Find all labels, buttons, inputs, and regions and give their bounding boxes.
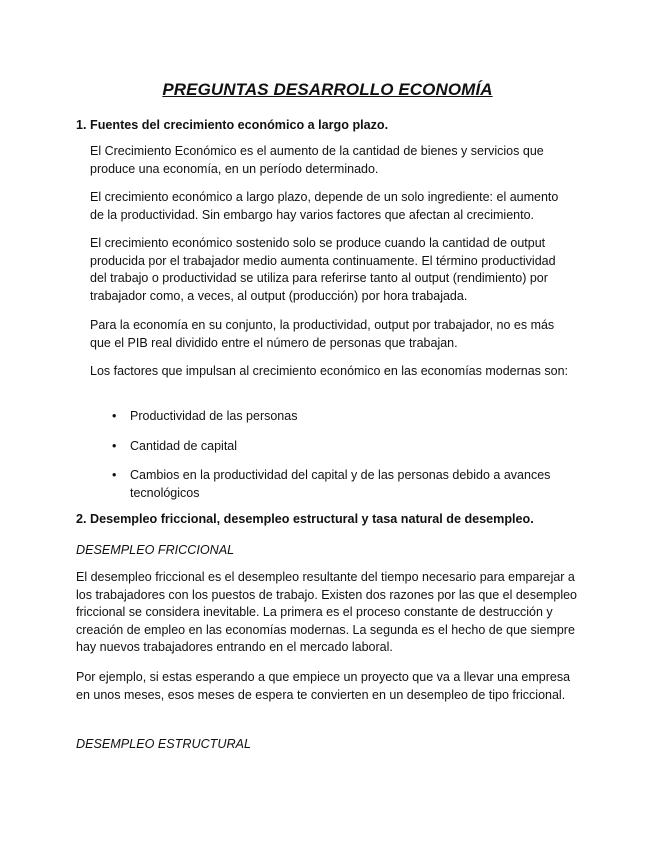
section-1-heading: 1. Fuentes del crecimiento económico a largo plazo. <box>76 118 389 132</box>
paragraph: El crecimiento económico sostenido solo se produce cuando la cantidad de output producida por el trabajador medio aumenta continuamente. El término productividad del trabajo o productividad se utiliza para referirse tanto al output (rendimiento) por trabajador como, a veces, al output (producción) por hora trabajada. <box>90 236 556 303</box>
paragraph: El desempleo friccional es el desempleo resultante del tiempo necesario para emparejar a los trabajadores con los puestos de trabajo. Existen dos razones por las que el desempleo friccional se considera inevitable. La primera es el proceso constante de destrucción y creación de empleo en las economías modernas. La segunda es el hecho de que siempre hay nuevos trabajadores entrando en el mercado laboral. <box>76 570 577 655</box>
factors-list <box>112 408 572 502</box>
paragraph: El crecimiento económico a largo plazo, depende de un solo ingrediente: el aumento de la productividad. Sin embargo hay varios factores que afectan al crecimiento. <box>90 190 559 222</box>
list-item <box>112 408 572 426</box>
list-item <box>112 438 572 456</box>
list-item <box>112 467 572 502</box>
list-item-text: Productividad de las personas <box>130 409 298 423</box>
paragraph: Los factores que impulsan al crecimiento económico en las economías modernas son: <box>90 364 569 378</box>
subheading-estructural: DESEMPLEO ESTRUCTURAL <box>76 737 251 751</box>
document-title: PREGUNTAS DESARROLLO ECONOMÍA <box>162 80 493 99</box>
list-item-text: Cantidad de capital <box>130 438 238 453</box>
list-item-text: Cambios en la productividad del capital y de las personas debido a avances tecnológicos <box>130 468 551 500</box>
paragraph: Para la economía en su conjunto, la productividad, output por trabajador, no es más que el PIB real dividido entre el número de personas que trabajan. <box>90 318 555 350</box>
paragraph: Por ejemplo, si estas esperando a que empiece un proyecto que va a llevar una empresa en unos meses, esos meses de espera te convierten en un desempleo de tipo friccional. <box>76 670 571 702</box>
bullet-icon: • <box>112 438 117 453</box>
section-2-heading: 2. Desempleo friccional, desempleo estructural y tasa natural de desempleo. <box>76 512 534 526</box>
paragraph: El Crecimiento Económico es el aumento de la cantidad de bienes y servicios que produce una economía, en un período determinado. <box>90 144 544 176</box>
subheading-friccional: DESEMPLEO FRICCIONAL <box>76 543 235 557</box>
bullet-icon: • <box>112 468 117 483</box>
bullet-icon: • <box>112 409 117 423</box>
